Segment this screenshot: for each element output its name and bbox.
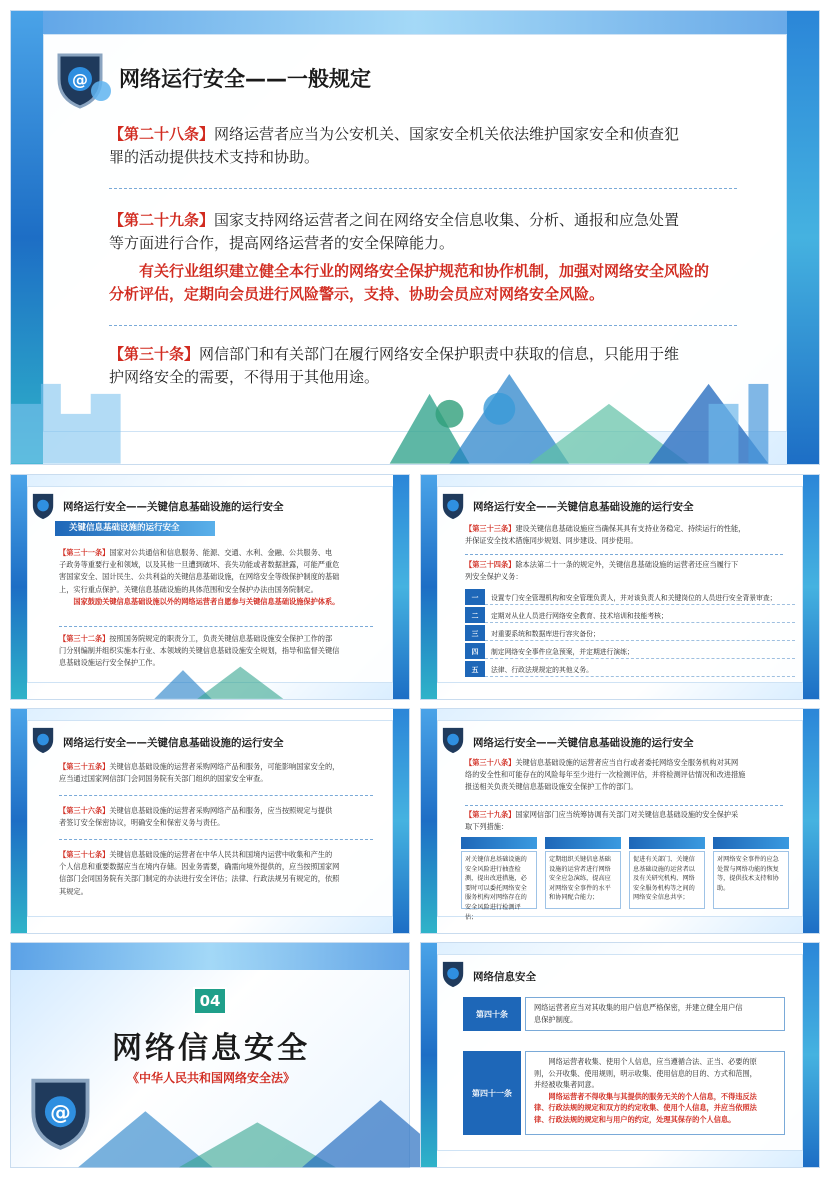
svg-text:@: @ [72, 70, 88, 89]
article-36-text: 关键信息基础设施的运营者采购网络产品和服务，应当按照规定与提供 [109, 806, 333, 815]
article-31-text-3: 害国家安全、国计民生、公共利益的关键信息基础设施，在网络安全等级保护制度的基础 [59, 572, 340, 582]
article-32-text-2: 门分别编制并组织实施本行业、本领域的关键信息基础设施安全规划，指导和监督关键信 [59, 646, 340, 656]
article-35-text: 关键信息基础设施的运营者采购网络产品和服务，可能影响国家安全的， [109, 762, 340, 771]
article-29 [109, 209, 749, 306]
obligation-number: 一 [465, 589, 485, 605]
obligation-row [465, 589, 795, 605]
article-30-text: 网信部门和有关部门在履行网络安全保护职责中获取的信息，只能用于维 [199, 345, 680, 363]
article-40-label: 第四十条 [463, 997, 521, 1031]
measure-card-header [629, 837, 705, 849]
divider [59, 839, 373, 840]
slide-cii-operation-4 [420, 708, 820, 934]
article-34-tag: 【第三十四条】 [465, 560, 516, 569]
shield-at-icon [439, 725, 469, 755]
article-38-tag: 【第三十八条】 [465, 758, 516, 767]
slide-section-cover [10, 942, 410, 1168]
obligation-number: 四 [465, 643, 485, 659]
obligation-number: 二 [465, 607, 485, 623]
article-30-tag: 【第三十条】 [109, 345, 200, 363]
measure-card-header [545, 837, 621, 849]
article-41-highlight: 网络运营者不得收集与其提供的服务无关的个人信息，不得违反法 [548, 1091, 757, 1101]
article-31-text-4: 上，实行重点保护。关键信息基础设施的具体范围和安全保护办法由国务院制定。 [59, 584, 318, 594]
article-41-box [525, 1051, 785, 1135]
shield-at-icon [439, 491, 469, 521]
article-37-text: 关键信息基础设施的运营者在中华人民共和国境内运营中收集和产生的 [109, 850, 333, 859]
obligation-row [465, 643, 795, 659]
article-29-highlight: 有关行业组织建立健全本行业的网络安全保护规范和协作机制，加强对网络安全风险的 [139, 261, 710, 280]
article-41-highlight-3: 律、行政法规的规定和与用户的约定，处理其保存的个人信息。 [534, 1114, 736, 1124]
section-banner: 关键信息基础设施的运行安全 [55, 521, 215, 536]
article-41-highlight-2: 律、行政法规的规定和双方的约定收集、使用个人信息，并应当依照法 [534, 1103, 757, 1113]
divider [109, 188, 737, 189]
section-number: 04 [199, 992, 221, 1010]
article-31-text-2: 子政务等重要行业和领域，以及其他一旦遭到破坏、丧失功能或者数据泄露，可能严重危 [59, 560, 340, 570]
city-skyline-illustration [11, 364, 818, 464]
article-36-tag: 【第三十六条】 [59, 806, 110, 815]
article-34-text: 除本法第二十一条的规定外，关键信息基础设施的运营者还应当履行下 [515, 560, 739, 569]
slide-cii-operation-3 [10, 708, 410, 934]
article-34-text-2: 列安全保护义务： [465, 572, 523, 582]
page-title: 网络信息安全 [473, 971, 536, 983]
right-decoration [393, 475, 409, 699]
article-37-text-3: 信部门会同国务院有关部门制定的办法进行安全评估；法律、行政法规另有规定的，依照 [59, 874, 340, 884]
left-decoration [421, 943, 437, 1167]
measure-card: 定期组织关键信息基础设施的运营者进行网络安全应急演练，提高应对网络安全事件的水平和协同配合能力； [545, 851, 621, 909]
article-32-text: 按照国务院规定的职责分工，负责关键信息基础设施安全保护工作的部 [109, 634, 333, 643]
obligation-text: 定期对从业人员进行网络安全教育、技术培训和技能考核； [485, 607, 795, 623]
article-41-text-2: 则，公开收集、使用规则，明示收集、使用信息的目的、方式和范围， [534, 1068, 757, 1078]
divider [109, 325, 737, 326]
article-31-text: 国家对公共通信和信息服务、能源、交通、水利、金融、公共服务、电 [109, 548, 333, 557]
shield-at-icon [29, 491, 59, 521]
obligation-text: 法律、行政法规规定的其他义务。 [485, 661, 795, 677]
page-title: 网络运行安全——一般规定 [119, 67, 371, 91]
shield-at-icon [51, 49, 113, 111]
article-31-highlight: 国家鼓励关键信息基础设施以外的网络运营者自愿参与关键信息基础设施保护体系。 [73, 596, 340, 606]
article-39-tag: 【第三十九条】 [465, 810, 516, 819]
obligation-row [465, 607, 795, 623]
section-subtitle: 《中华人民共和国网络安全法》 [126, 1071, 295, 1085]
page-title: 网络运行安全——关键信息基础设施的运行安全 [63, 737, 284, 749]
obligation-row [465, 661, 795, 677]
slide-general-provisions [10, 10, 820, 465]
article-41-text: 网络运营者收集、使用个人信息，应当遵循合法、正当、必要的原 [548, 1057, 757, 1066]
svg-text:@: @ [50, 1100, 71, 1125]
article-29-text-2: 等方面进行合作，提高网络运营者的安全保障能力。 [109, 234, 455, 253]
article-29-tag: 【第二十九条】 [109, 211, 215, 229]
divider [59, 795, 373, 796]
article-33-tag: 【第三十三条】 [465, 524, 516, 533]
article-28 [109, 123, 749, 170]
measure-card: 对关键信息基础设施的安全风险进行抽查检测，提出改进措施，必要时可以委托网络安全服务机构对网络存在的安全风险进行检测评估； [461, 851, 537, 909]
article-28-text: 网络运营者应当为公安机关、国家安全机关依法维护国家安全和侦查犯 [214, 125, 680, 143]
measure-card-header [713, 837, 789, 849]
article-39-text-2: 取下列措施： [465, 822, 509, 832]
right-decoration [803, 475, 819, 699]
article-38-text-3: 报送相关负责关键信息基础设施安全保护工作的部门。 [465, 782, 638, 792]
article-35 [59, 761, 379, 785]
article-32-text-3: 息基础设施运行安全保护工作。 [59, 658, 160, 668]
shield-at-icon [439, 959, 469, 989]
article-41-text-3: 并经被收集者同意。 [534, 1080, 599, 1090]
city-skyline-illustration [11, 663, 298, 699]
article-40-text: 网络运营者应当对其收集的用户信息严格保密，并建立健全用户信 [534, 1003, 743, 1012]
article-33-text: 建设关键信息基础设施应当确保其具有支持业务稳定、持续运行的性能， [515, 524, 746, 533]
top-decoration [11, 11, 819, 34]
divider [465, 805, 783, 806]
article-36 [59, 805, 379, 829]
divider [59, 626, 373, 627]
obligation-row [465, 625, 795, 641]
article-38-text: 关键信息基础设施的运营者应当自行或者委托网络安全服务机构对其网 [515, 758, 739, 767]
article-37-tag: 【第三十七条】 [59, 850, 110, 859]
article-31 [59, 547, 379, 608]
obligation-number: 三 [465, 625, 485, 641]
top-decoration [11, 943, 409, 970]
article-39-text: 国家网信部门应当统筹协调有关部门对关键信息基础设施的安全保护采 [515, 810, 739, 819]
left-decoration [421, 475, 437, 699]
article-38-text-2: 络的安全性和可能存在的风险每年至少进行一次检测评估，并将检测评估情况和改进措施 [465, 770, 746, 780]
article-29-text: 国家支持网络运营者之间在网络安全信息收集、分析、通报和应急处置 [214, 211, 680, 229]
left-decoration [421, 709, 437, 933]
article-35-text-2: 应当通过国家网信部门会同国务院有关部门组织的国家安全审查。 [59, 774, 268, 784]
article-40-text-2: 息保护制度。 [534, 1014, 578, 1024]
article-38 [465, 757, 795, 794]
obligation-text: 对重要系统和数据库进行容灾备份； [485, 625, 795, 641]
slide-cii-operation-2 [420, 474, 820, 700]
right-decoration [393, 709, 409, 933]
article-39 [465, 809, 795, 833]
article-28-text-2: 罪的活动提供技术支持和协助。 [109, 148, 320, 167]
divider [465, 554, 783, 555]
obligation-text: 设置专门安全管理机构和安全管理负责人，并对该负责人和关键岗位的人员进行安全背景审查； [485, 589, 795, 605]
article-34 [465, 559, 795, 583]
right-decoration [803, 709, 819, 933]
article-37-text-2: 个人信息和重要数据应当在境内存储。因业务需要，确需向境外提供的，应当按照国家网 [59, 862, 340, 872]
article-36-text-2: 者签订安全保密协议，明确安全和保密义务与责任。 [59, 818, 225, 828]
article-35-tag: 【第三十五条】 [59, 762, 110, 771]
measure-card: 促进有关部门、关键信息基础设施的运营者以及有关研究机构、网络安全服务机构等之间的网络安全信息共享； [629, 851, 705, 909]
article-30-text-2: 护网络安全的需要，不得用于其他用途。 [109, 368, 380, 387]
section-number-box [193, 987, 227, 1015]
section-title: 网络信息安全 [112, 1031, 310, 1066]
measure-card: 对网络安全事件的应急处置与网络功能的恢复等，提供技术支持和协助。 [713, 851, 789, 909]
page-title: 网络运行安全——关键信息基础设施的运行安全 [473, 737, 694, 749]
article-37-text-4: 其规定。 [59, 886, 88, 896]
page-title: 网络运行安全——关键信息基础设施的运行安全 [63, 501, 284, 513]
page-title: 网络运行安全——关键信息基础设施的运行安全 [473, 501, 694, 513]
article-37 [59, 849, 379, 898]
article-41-label: 第四十一条 [463, 1051, 521, 1135]
article-33-text-2: 并保证安全技术措施同步规划、同步建设、同步使用。 [465, 536, 638, 546]
article-31-tag: 【第三十一条】 [59, 548, 110, 557]
obligation-text: 制定网络安全事件应急预案，并定期进行演练； [485, 643, 795, 659]
measure-card-header [461, 837, 537, 849]
article-29-highlight-2: 分析评估，定期向会员进行风险警示，支持、协助会员应对网络安全风险。 [109, 284, 605, 303]
shield-at-icon [29, 725, 59, 755]
slide-network-info-security [420, 942, 820, 1168]
slide-cii-operation-1 [10, 474, 410, 700]
obligation-number: 五 [465, 661, 485, 677]
left-decoration [11, 709, 27, 933]
article-32-tag: 【第三十二条】 [59, 634, 110, 643]
article-33 [465, 523, 795, 547]
article-40-box [525, 997, 785, 1031]
city-skyline-illustration [11, 1100, 459, 1167]
article-28-tag: 【第二十八条】 [109, 125, 215, 143]
right-decoration [803, 943, 819, 1167]
